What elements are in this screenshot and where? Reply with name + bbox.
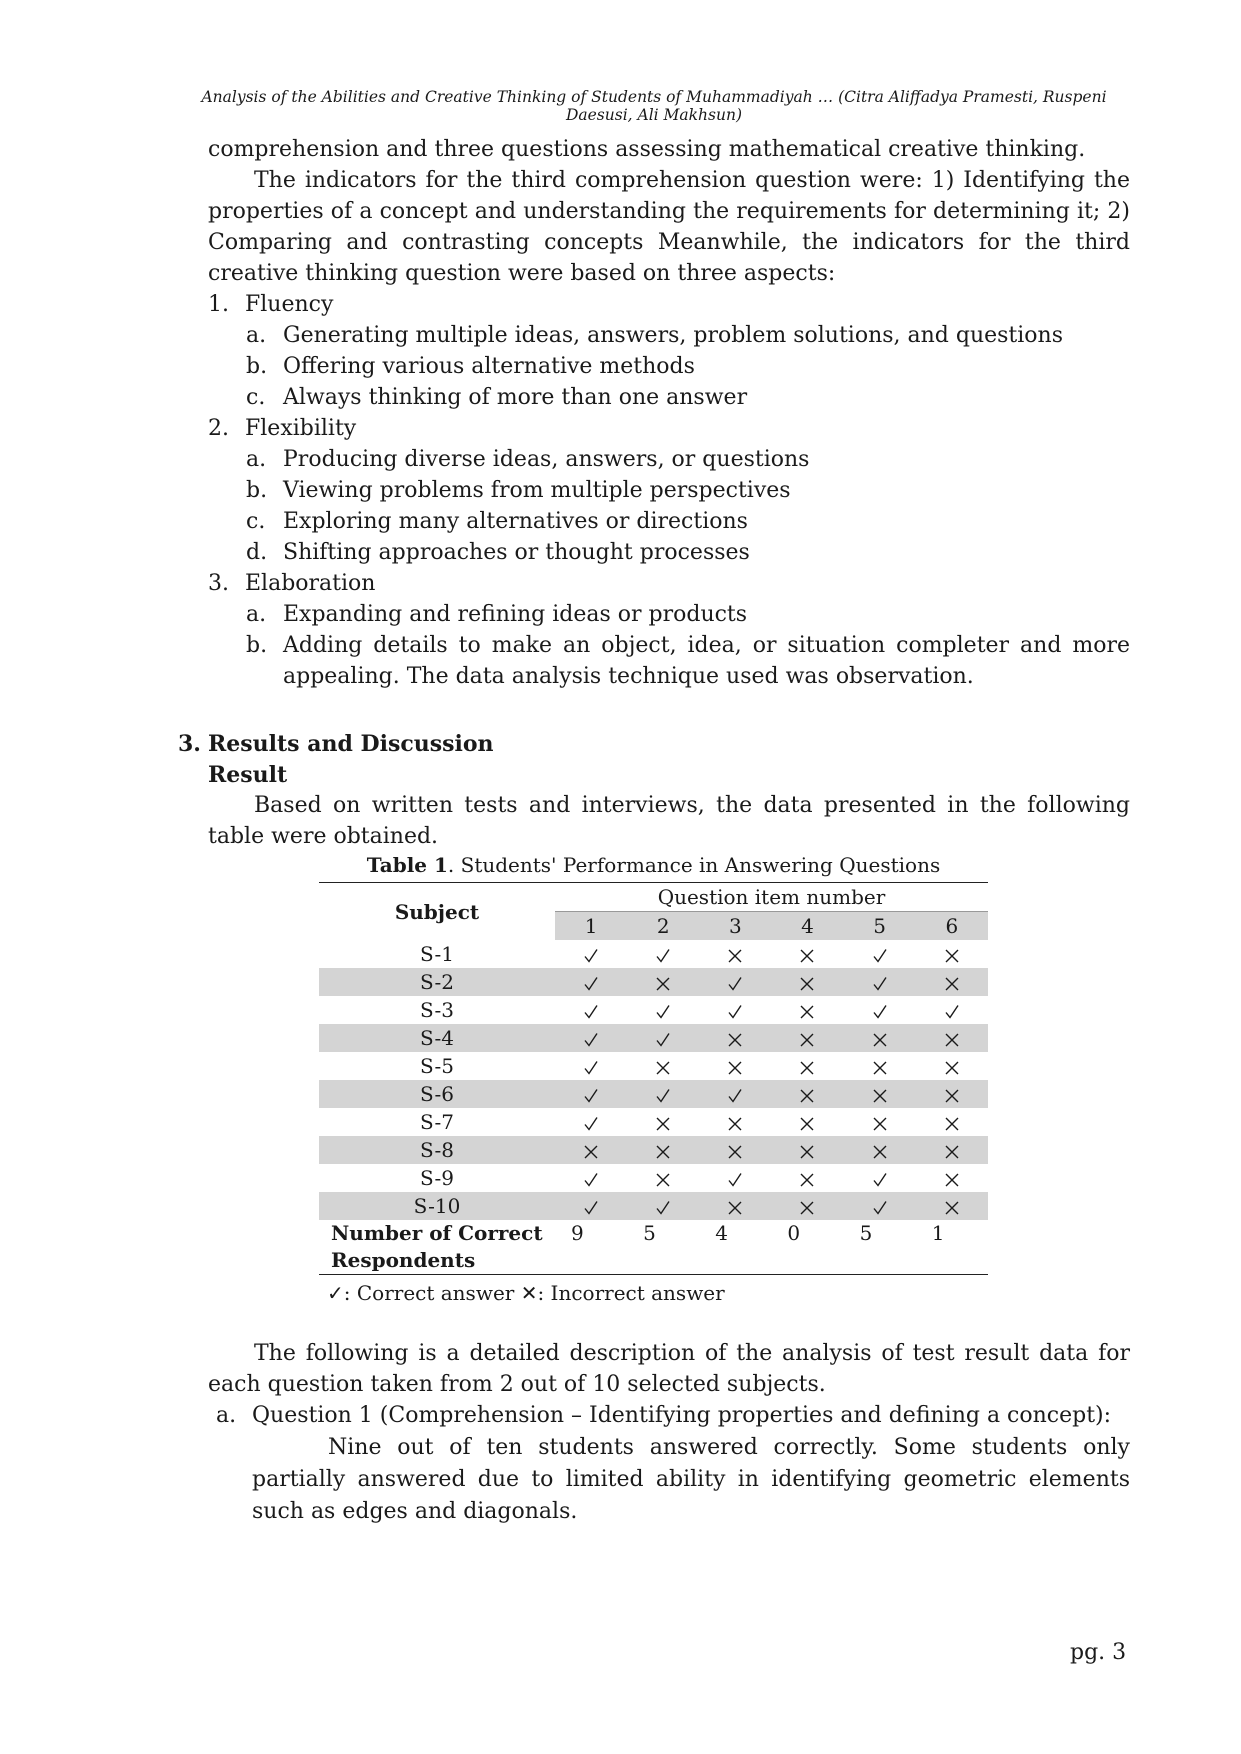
check-icon <box>582 1003 600 1021</box>
table-row <box>319 1136 988 1164</box>
indicator-item <box>208 320 1130 351</box>
check-icon <box>654 947 672 965</box>
question1-body <box>252 1432 1130 1528</box>
check-icon <box>582 1171 600 1189</box>
check-icon <box>582 1059 600 1077</box>
correct-mark <box>555 996 627 1024</box>
indicator-text: Expanding and refining ideas or products <box>283 602 748 627</box>
incorrect-mark <box>699 1052 771 1080</box>
total-value: 5 <box>859 1221 873 1245</box>
incorrect-mark <box>916 1192 988 1220</box>
check-icon <box>582 947 600 965</box>
result-intro <box>208 790 1130 852</box>
question1-title: Question 1 (Comprehension – Identifying properties and defining a concept): <box>252 1403 1112 1428</box>
section-title: Results and Discussion <box>208 731 494 757</box>
indicator-marker: c. <box>246 385 266 410</box>
incorrect-mark <box>771 1164 843 1192</box>
incorrect-mark <box>844 1080 916 1108</box>
table-row <box>319 1024 988 1052</box>
incorrect-mark <box>771 1192 843 1220</box>
incorrect-mark <box>916 968 988 996</box>
correct-mark <box>627 1080 699 1108</box>
cross-icon <box>798 1059 816 1077</box>
correct-mark <box>699 1080 771 1108</box>
question-header: Question item number <box>555 883 988 912</box>
indicator-item <box>208 444 1130 475</box>
table-row <box>319 1108 988 1136</box>
total-value: 0 <box>787 1221 801 1245</box>
total-value: 1 <box>931 1221 945 1245</box>
cross-icon <box>726 947 744 965</box>
cross-icon <box>871 1143 889 1161</box>
indicator-item <box>208 630 1130 692</box>
correct-mark <box>555 968 627 996</box>
indicator-marker: a. <box>246 323 267 348</box>
table-caption-label: Table 1 <box>366 853 448 877</box>
incorrect-mark <box>699 1192 771 1220</box>
incorrect-mark <box>916 1024 988 1052</box>
cross-icon <box>943 1059 961 1077</box>
check-icon <box>943 1003 961 1021</box>
cross-icon <box>726 1115 744 1133</box>
incorrect-mark <box>771 968 843 996</box>
correct-mark <box>627 1024 699 1052</box>
correct-mark <box>916 996 988 1024</box>
incorrect-mark <box>844 1024 916 1052</box>
table-row <box>319 1080 988 1108</box>
intro-section <box>208 134 1130 692</box>
table-row <box>319 1192 988 1220</box>
indicator-marker: d. <box>246 540 268 565</box>
indicator-item <box>208 599 1130 630</box>
incorrect-mark <box>627 1164 699 1192</box>
check-icon <box>582 1199 600 1217</box>
cross-icon <box>654 1143 672 1161</box>
aspect-item <box>208 289 1130 320</box>
check-icon <box>582 1115 600 1133</box>
aspect-number: 2. <box>208 416 229 441</box>
cross-icon <box>871 1031 889 1049</box>
cross-icon <box>943 1115 961 1133</box>
cross-icon <box>871 1115 889 1133</box>
indicator-item <box>208 537 1130 568</box>
indicator-list <box>208 444 1130 568</box>
section-heading <box>178 729 1130 760</box>
indicator-item <box>208 506 1130 537</box>
question-number: 1 <box>555 912 627 941</box>
correct-mark <box>555 1052 627 1080</box>
indicator-text: Exploring many alternatives or directions <box>283 509 748 534</box>
incorrect-mark <box>699 940 771 968</box>
correct-mark <box>844 1164 916 1192</box>
correct-mark <box>555 940 627 968</box>
table-legend: ✓: Correct answer ✕: Incorrect answer <box>327 1281 725 1305</box>
table-caption <box>319 852 988 878</box>
cross-icon <box>798 1171 816 1189</box>
correct-mark <box>844 996 916 1024</box>
cross-icon <box>726 1199 744 1217</box>
indicator-item <box>208 475 1130 506</box>
correct-mark <box>555 1164 627 1192</box>
subject-cell: S-1 <box>420 942 454 966</box>
cross-icon <box>943 975 961 993</box>
check-icon <box>654 1199 672 1217</box>
analysis-paragraph: The following is a detailed description of the analysis of test result data for each question taken from 2 out of 10 selected subjects. <box>208 1341 1130 1397</box>
check-icon <box>871 1199 889 1217</box>
cross-icon <box>654 1171 672 1189</box>
subject-cell: S-6 <box>319 1080 555 1108</box>
correct-mark <box>555 1192 627 1220</box>
indicator-item <box>208 351 1130 382</box>
incorrect-mark <box>844 1108 916 1136</box>
incorrect-mark <box>916 1052 988 1080</box>
cross-icon <box>871 1059 889 1077</box>
totals-label <box>319 1220 555 1275</box>
incorrect-mark <box>627 1052 699 1080</box>
check-icon <box>726 1003 744 1021</box>
cross-icon <box>798 1143 816 1161</box>
subject-cell: S-3 <box>420 998 454 1022</box>
totals-label-line1: Number of Correct <box>331 1221 543 1245</box>
incorrect-mark <box>916 1164 988 1192</box>
table-body <box>319 940 988 1275</box>
aspect-item <box>208 413 1130 444</box>
incorrect-mark <box>916 1080 988 1108</box>
total-value: 4 <box>715 1221 729 1245</box>
indicator-marker: c. <box>246 509 266 534</box>
incorrect-mark <box>699 1136 771 1164</box>
correct-mark <box>555 1108 627 1136</box>
cross-icon <box>582 1143 600 1161</box>
indicator-text: Offering various alternative methods <box>283 354 695 379</box>
correct-mark <box>699 1164 771 1192</box>
incorrect-mark <box>627 968 699 996</box>
aspect-item <box>208 568 1130 599</box>
aspect-number: 1. <box>208 292 229 317</box>
correct-mark <box>627 996 699 1024</box>
cross-icon <box>943 1087 961 1105</box>
aspect-title: Fluency <box>245 292 334 317</box>
check-icon <box>582 1087 600 1105</box>
subject-header: Subject <box>394 899 480 924</box>
total-value: 5 <box>643 1221 656 1245</box>
question-number: 6 <box>916 912 988 941</box>
result-paragraph: Based on written tests and interviews, the data presented in the following table were obtained. <box>208 793 1130 849</box>
incorrect-mark <box>844 1136 916 1164</box>
question-number: 4 <box>771 912 843 941</box>
table-row <box>319 940 988 968</box>
question1-marker: a. <box>216 1403 237 1428</box>
cross-icon <box>798 1115 816 1133</box>
cross-icon <box>798 1087 816 1105</box>
incorrect-mark <box>771 1108 843 1136</box>
cross-icon <box>798 947 816 965</box>
correct-mark <box>844 968 916 996</box>
indicator-marker: b. <box>246 633 268 658</box>
question-number: 2 <box>627 912 699 941</box>
check-icon <box>871 1171 889 1189</box>
check-icon <box>582 975 600 993</box>
indicator-marker: a. <box>246 602 267 627</box>
check-icon <box>726 1087 744 1105</box>
indicator-text: Shifting approaches or thought processes <box>283 540 750 565</box>
incorrect-mark <box>699 1024 771 1052</box>
indicator-marker: a. <box>246 447 267 472</box>
running-header: Analysis of the Abilities and Creative Thinking of Students of Muhammadiyah … (Citra Aliffadya Pramesti, Ruspeni Daesusi, Ali Makhsun) <box>201 88 1107 124</box>
correct-mark <box>699 996 771 1024</box>
incorrect-mark <box>916 940 988 968</box>
cross-icon <box>798 1199 816 1217</box>
result-heading: Result <box>208 762 288 788</box>
incorrect-mark <box>916 1108 988 1136</box>
total-value: 9 <box>571 1221 584 1245</box>
performance-table <box>319 882 988 1275</box>
incorrect-mark <box>771 996 843 1024</box>
cross-icon <box>654 975 672 993</box>
indicator-marker: b. <box>246 354 268 379</box>
cross-icon <box>871 1087 889 1105</box>
incorrect-mark <box>627 1108 699 1136</box>
cross-icon <box>943 1199 961 1217</box>
subject-cell: S-9 <box>420 1166 454 1190</box>
correct-mark <box>844 1192 916 1220</box>
analysis-intro <box>208 1338 1130 1400</box>
check-icon <box>871 947 889 965</box>
indicator-text: Always thinking of more than one answer <box>283 385 748 410</box>
indicator-item <box>208 382 1130 413</box>
correct-mark <box>699 968 771 996</box>
aspect-title: Flexibility <box>245 416 357 441</box>
indicator-list <box>208 599 1130 692</box>
subject-cell: S-2 <box>319 968 555 996</box>
cross-icon <box>943 947 961 965</box>
indicator-text: Generating multiple ideas, answers, problem solutions, and questions <box>283 323 1064 348</box>
section-number: 3. <box>178 731 201 757</box>
table-container <box>319 852 988 1305</box>
page-number: pg. 3 <box>1070 1640 1127 1665</box>
check-icon <box>871 975 889 993</box>
check-icon <box>726 975 744 993</box>
table-row <box>319 968 988 996</box>
indicator-text: Producing diverse ideas, answers, or questions <box>283 447 810 472</box>
table-caption-text: . Students' Performance in Answering Questions <box>447 853 941 877</box>
check-icon <box>654 1003 672 1021</box>
check-icon <box>726 1171 744 1189</box>
indicator-list <box>208 320 1130 413</box>
subject-cell: S-5 <box>420 1054 454 1078</box>
cross-icon <box>798 975 816 993</box>
cross-icon <box>943 1031 961 1049</box>
question-number: 5 <box>844 912 916 941</box>
correct-mark <box>627 1192 699 1220</box>
check-icon <box>654 1087 672 1105</box>
incorrect-mark <box>916 1136 988 1164</box>
incorrect-mark <box>555 1136 627 1164</box>
incorrect-mark <box>771 1052 843 1080</box>
indicator-marker: b. <box>246 478 268 503</box>
cross-icon <box>726 1143 744 1161</box>
incorrect-mark <box>771 940 843 968</box>
totals-row <box>319 1220 988 1275</box>
table-row <box>319 1052 988 1080</box>
subject-cell: S-8 <box>319 1136 555 1164</box>
indicator-text: Viewing problems from multiple perspectives <box>283 478 791 503</box>
table-row <box>319 1164 988 1192</box>
check-icon <box>654 1031 672 1049</box>
cross-icon <box>943 1143 961 1161</box>
cross-icon <box>726 1059 744 1077</box>
subject-cell: S-7 <box>420 1110 454 1134</box>
intro-line: comprehension and three questions assessing mathematical creative thinking. <box>208 137 1086 162</box>
incorrect-mark <box>627 1136 699 1164</box>
cross-icon <box>798 1031 816 1049</box>
correct-mark <box>627 940 699 968</box>
cross-icon <box>654 1115 672 1133</box>
incorrect-mark <box>699 1108 771 1136</box>
incorrect-mark <box>844 1052 916 1080</box>
aspects-list <box>208 289 1130 692</box>
aspect-title: Elaboration <box>245 571 376 596</box>
incorrect-mark <box>771 1024 843 1052</box>
correct-mark <box>555 1080 627 1108</box>
indicators-paragraph: The indicators for the third comprehension question were: 1) Identifying the properties of a concept and understanding the requirements for determining it; 2) Comparing and contrasting concepts Meanwhile, the indicators for the third creative thinking question were based on three aspects: <box>208 168 1130 286</box>
question-number: 3 <box>699 912 771 941</box>
check-icon <box>582 1031 600 1049</box>
cross-icon <box>943 1171 961 1189</box>
correct-mark <box>844 940 916 968</box>
indicator-text: Adding details to make an object, idea, or situation completer and more appealing. The data analysis technique used was observation. <box>283 633 1130 689</box>
question1-heading <box>216 1400 1130 1431</box>
cross-icon <box>798 1003 816 1021</box>
aspect-number: 3. <box>208 571 229 596</box>
totals-label-line2: Respondents <box>331 1248 476 1272</box>
incorrect-mark <box>771 1136 843 1164</box>
check-icon <box>871 1003 889 1021</box>
subject-cell: S-10 <box>319 1192 555 1220</box>
incorrect-mark <box>771 1080 843 1108</box>
cross-icon <box>726 1031 744 1049</box>
question1-text: Nine out of ten students answered correctly. Some students only partially answered due to limited ability in identifying geometric elements such as edges and diagonals. <box>252 1435 1130 1524</box>
cross-icon <box>654 1059 672 1077</box>
table-row <box>319 996 988 1024</box>
correct-mark <box>555 1024 627 1052</box>
subject-cell: S-4 <box>319 1024 555 1052</box>
